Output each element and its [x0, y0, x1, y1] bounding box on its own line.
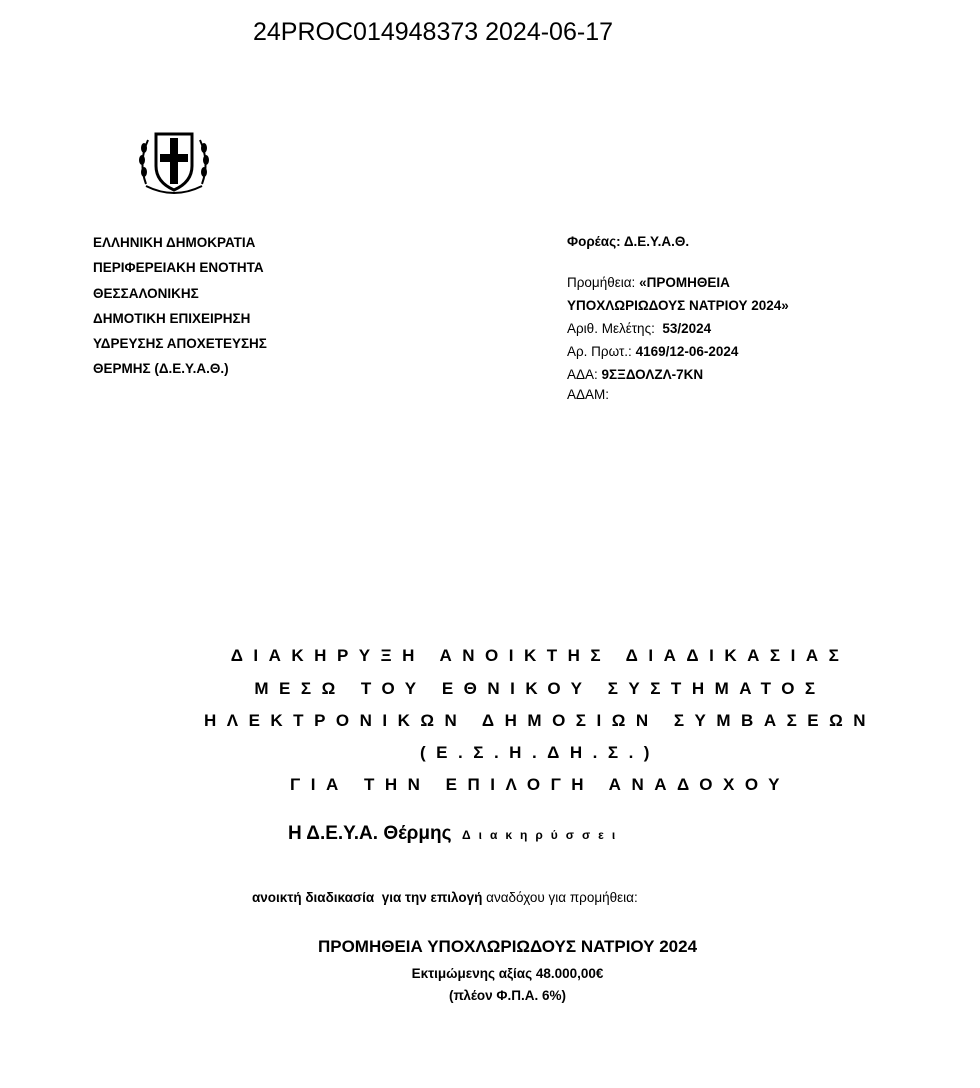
- title-line: (Ε.Σ.Η.ΔΗ.Σ.): [420, 743, 660, 762]
- meleti-value: 53/2024: [662, 321, 712, 336]
- estimated-value: Εκτιμώμενης αξίας 48.000,00€: [411, 966, 604, 981]
- title-line: ΗΛΕΚΤΡΟΝΙΚΩΝ ΔΗΜΟΣΙΩΝ ΣΥΜΒΑΣΕΩΝ: [203, 711, 877, 730]
- promitheia-value-cont: ΥΠΟΧΛΩΡΙΩΔΟΥΣ ΝΑΤΡΙΟΥ 2024»: [567, 298, 789, 313]
- promitheia-label: Προμήθεια:: [567, 275, 636, 290]
- announces: Διακηρύσσει: [462, 828, 624, 842]
- ada-label: ΑΔΑ:: [567, 367, 598, 382]
- issuer-line: ΘΕΡΜΗΣ (Δ.Ε.Υ.Α.Θ.): [93, 361, 229, 377]
- issuer-line: ΠΕΡΙΦΕΡΕΙΑΚΗ ΕΝΟΤΗΤΑ: [93, 260, 264, 276]
- adam-label: ΑΔΑΜ:: [567, 387, 610, 402]
- procedure-text: αναδόχου για προμήθεια:: [486, 890, 638, 905]
- document-reference: 24PROC014948373 2024-06-17: [253, 18, 613, 46]
- promitheia-value: «ΠΡΟΜΗΘΕΙΑ: [639, 275, 730, 290]
- title-line: ΓΙΑ ΤΗΝ ΕΠΙΛΟΓΗ ΑΝΑΔΟΧΟΥ: [290, 775, 790, 794]
- issuer-block: [93, 230, 267, 382]
- issuer-line: ΕΛΛΗΝΙΚΗ ΔΗΜΟΚΡΑΤΙΑ: [93, 235, 256, 250]
- protocol-label: Αρ. Πρωτ.:: [567, 344, 632, 359]
- greek-emblem-icon: [136, 124, 212, 200]
- title-line: ΔΙΑΚΗΡΥΞΗ ΑΝΟΙΚΤΗΣ ΔΙΑΔΙΚΑΣΙΑΣ: [230, 646, 850, 665]
- vat-note: (πλέον Φ.Π.Α. 6%): [448, 988, 567, 1003]
- subject: ΠΡΟΜΗΘΕΙΑ ΥΠΟΧΛΩΡΙΩΔΟΥΣ ΝΑΤΡΙΟΥ 2024: [317, 937, 698, 956]
- meleti-label: Αριθ. Μελέτης:: [567, 321, 655, 336]
- announcer: Η Δ.Ε.Υ.Α. Θέρμης: [288, 823, 452, 844]
- issuer-line: ΔΗΜΟΤΙΚΗ ΕΠΙΧΕΙΡΗΣΗ: [93, 310, 251, 326]
- issuer-line: ΥΔΡΕΥΣΗΣ ΑΠΟΧΕΤΕΥΣΗΣ: [93, 336, 267, 352]
- protocol-value: 4169/12-06-2024: [635, 344, 739, 359]
- ada-value: 9ΣΞΔΟΛΖΛ-7ΚΝ: [601, 367, 704, 382]
- procedure-bold-2: για την επιλογή: [381, 890, 483, 905]
- issuer-line: ΘΕΣΣΑΛΟΝΙΚΗΣ: [93, 285, 199, 301]
- announcement: [288, 823, 623, 845]
- title-line: ΜΕΣΩ ΤΟΥ ΕΘΝΙΚΟΥ ΣΥΣΤΗΜΑΤΟΣ: [254, 679, 826, 698]
- foreas: Φορέας: Δ.Ε.Υ.Α.Θ.: [567, 234, 690, 249]
- procedure-bold-1: ανοικτή διαδικασία: [252, 890, 375, 905]
- info-block: [567, 230, 789, 404]
- procedure-line: [252, 890, 638, 905]
